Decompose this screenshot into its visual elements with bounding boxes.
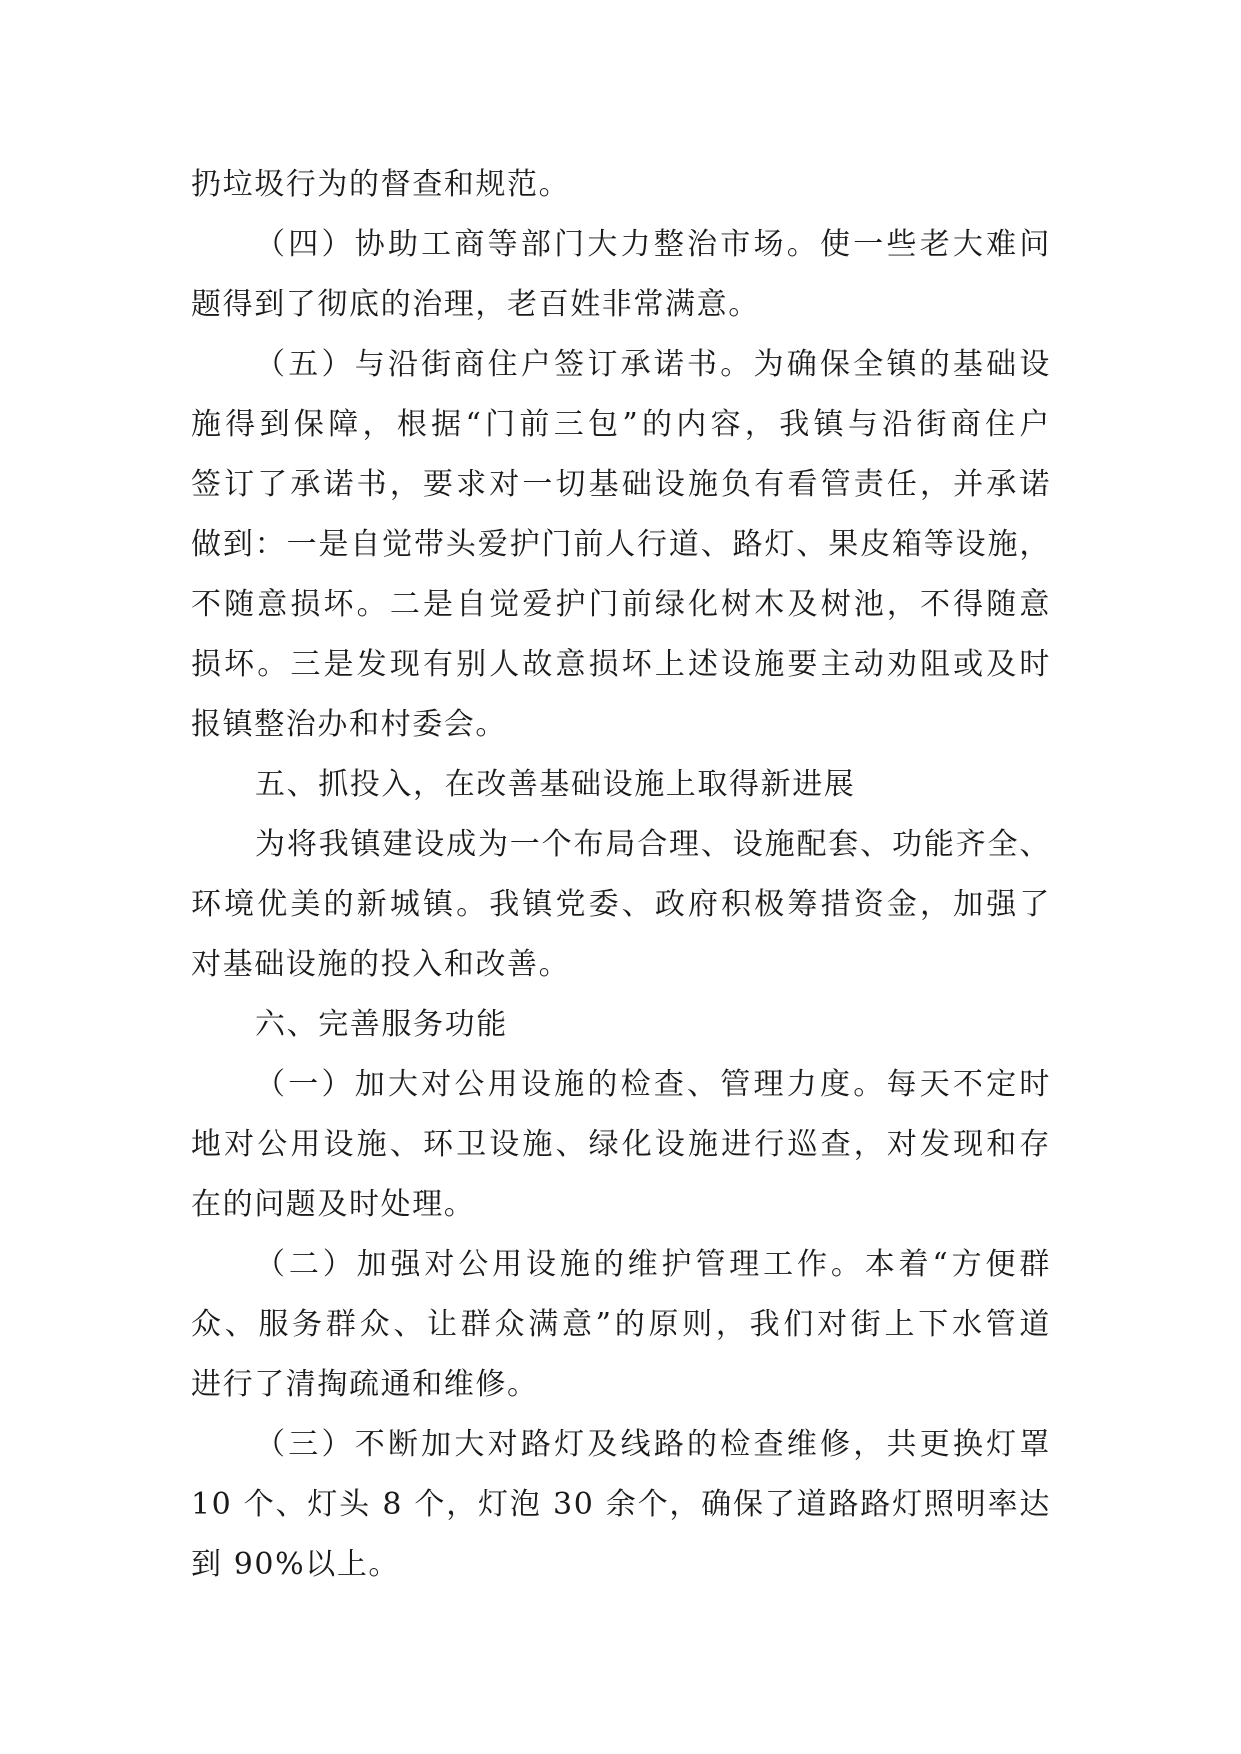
text-line: 施得到保障，根据“门前三包”的内容，我镇与沿街商住户 [191,407,1051,442]
text-line: 对基础设施的投入和改善。 [191,947,571,982]
text-line: 题得到了彻底的治理，老百姓非常满意。 [191,287,760,322]
text-line: 在的问题及时处理。 [191,1187,476,1222]
text-line: 做到：一是自觉带头爱护门前人行道、路灯、果皮箱等设施， [191,527,1051,562]
text-line: （四）协助工商等部门大力整治市场。使一些老大难问 [255,227,1051,262]
text-line: 签订了承诺书，要求对一切基础设施负有看管责任，并承诺 [191,467,1051,502]
text-line: 到 90%以上。 [191,1547,401,1582]
text-line: 地对公用设施、环卫设施、绿化设施进行巡查，对发现和存 [191,1127,1051,1162]
text-line: 不随意损坏。二是自觉爱护门前绿化树木及树池，不得随意 [191,587,1051,622]
text-line: 为将我镇建设成为一个布局合理、设施配套、功能齐全、 [255,827,1051,862]
text-line: 损坏。三是发现有别人故意损坏上述设施要主动劝阻或及时 [191,647,1051,682]
text-line: 报镇整治办和村委会。 [191,707,507,742]
text-line: 10 个、灯头 8 个，灯泡 30 余个，确保了道路路灯照明率达 [191,1487,1051,1522]
text-line: （五）与沿街商住户签订承诺书。为确保全镇的基础设 [255,347,1051,382]
text-line: 众、服务群众、让群众满意”的原则，我们对街上下水管道 [191,1307,1051,1342]
text-line: 环境优美的新城镇。我镇党委、政府积极筹措资金，加强了 [191,887,1051,922]
text-line: 扔垃圾行为的督查和规范。 [191,167,571,202]
text-line: 五、抓投入，在改善基础设施上取得新进展 [255,767,856,802]
text-line: （一）加大对公用设施的检查、管理力度。每天不定时 [255,1067,1051,1102]
document-body [191,155,1051,1595]
text-line: （三）不断加大对路灯及线路的检查维修，共更换灯罩 [255,1427,1051,1462]
text-line: 六、完善服务功能 [255,1007,508,1042]
text-line: （二）加强对公用设施的维护管理工作。本着“方便群 [255,1247,1051,1282]
text-line: 进行了清掏疏通和维修。 [191,1367,539,1402]
